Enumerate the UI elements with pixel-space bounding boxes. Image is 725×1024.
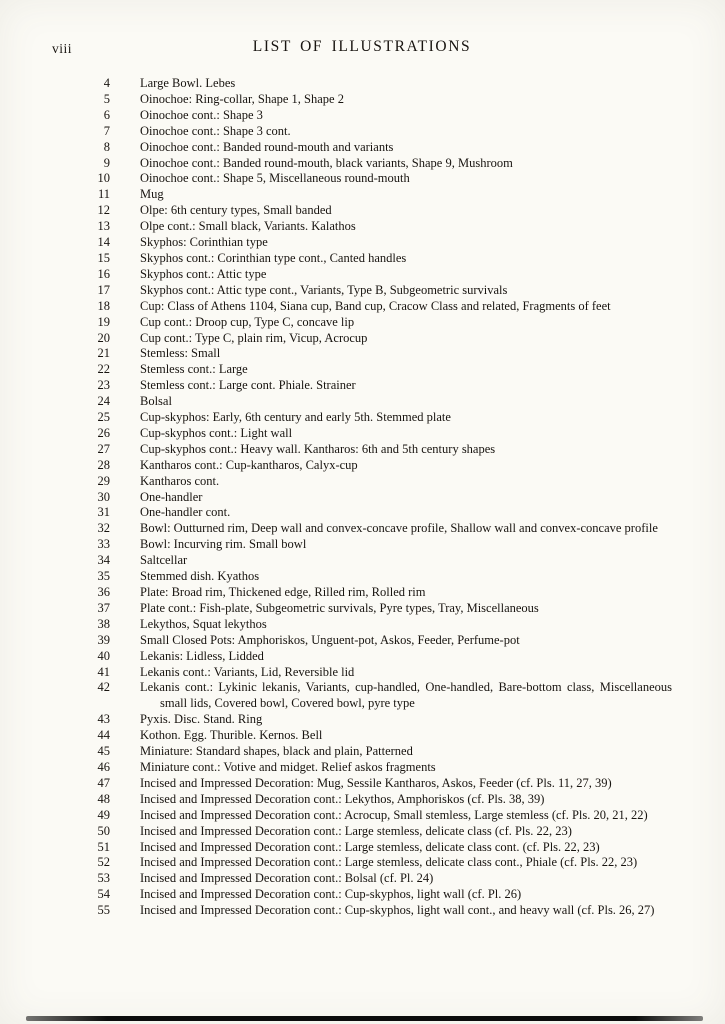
entry-text: Miniature: Standard shapes, black and plain, Patterned: [140, 744, 413, 759]
entry-number: 31: [97, 505, 110, 520]
list-entry: [52, 442, 672, 458]
entry-number: 13: [97, 219, 110, 234]
list-entry: [52, 410, 672, 426]
entry-number: 16: [97, 266, 110, 281]
list-entry: [52, 108, 672, 124]
entry-number: 44: [97, 728, 110, 743]
list-entry: [52, 776, 672, 792]
list-entry: [52, 808, 672, 824]
entry-text: Cup: Class of Athens 1104, Siana cup, Band cup, Cracow Class and related, Fragments of feet: [140, 298, 611, 313]
entry-number: 15: [97, 250, 110, 265]
list-entry: [52, 219, 672, 235]
entry-number: 34: [97, 553, 110, 568]
list-entry: [52, 601, 672, 617]
list-entry: [52, 744, 672, 760]
entry-text: Mug: [140, 187, 164, 202]
entry-number: 55: [97, 903, 110, 918]
entry-number: 53: [97, 871, 110, 886]
list-entry: [52, 76, 672, 92]
entry-text: Cup-skyphos cont.: Heavy wall. Kantharos: 6th and 5th century shapes: [140, 441, 496, 456]
entry-text: Olpe cont.: Small black, Variants. Kalathos: [140, 219, 356, 234]
list-entry: [52, 92, 672, 108]
entry-text: Oinochoe cont.: Shape 3: [140, 107, 263, 122]
entry-text: Cup cont.: Type C, plain rim, Vicup, Acrocup: [140, 330, 368, 345]
entry-number: 26: [97, 425, 110, 440]
entry-number: 30: [97, 489, 110, 504]
entry-number: 54: [97, 887, 110, 902]
list-entry: [52, 887, 672, 903]
list-entry: [52, 537, 672, 553]
list-entry: [52, 569, 672, 585]
entry-number: 27: [97, 441, 110, 456]
entry-number: 46: [97, 759, 110, 774]
list-entry: [52, 331, 672, 347]
entry-text: Skyphos: Corinthian type: [140, 235, 268, 250]
list-entry: [52, 299, 672, 315]
list-entry: [52, 855, 672, 871]
entry-text: Incised and Impressed Decoration cont.: Cup-skyphos, light wall (cf. Pl. 26): [140, 887, 522, 902]
entry-number: 17: [97, 282, 110, 297]
entry-number: 23: [97, 378, 110, 393]
entry-text: One-handler: [140, 489, 203, 504]
entry-text: Pyxis. Disc. Stand. Ring: [140, 712, 263, 727]
entry-text: Miniature cont.: Votive and midget. Relief askos fragments: [140, 759, 436, 774]
entry-number: 48: [97, 791, 110, 806]
list-entry: [52, 187, 672, 203]
entry-text: Skyphos cont.: Attic type cont., Variants, Type B, Subgeometric survivals: [140, 282, 508, 297]
list-entry: [52, 712, 672, 728]
list-entry: [52, 203, 672, 219]
entry-number: 25: [97, 410, 110, 425]
entry-number: 35: [97, 569, 110, 584]
entry-number: 33: [97, 537, 110, 552]
illustrations-list: [52, 76, 672, 919]
entry-number: 22: [97, 362, 110, 377]
list-entry: [52, 824, 672, 840]
entry-text: Oinochoe cont.: Banded round-mouth and variants: [140, 139, 394, 154]
entry-text: Bowl: Outturned rim, Deep wall and convex-concave profile, Shallow wall and convex-concave profile: [140, 521, 658, 536]
entry-text: Lekanis cont.: Lykinic lekanis, Variants, cup-handled, One-handled, Bare-bottom class, Miscellaneous small lids, Covered bowl, Covered bowl, pyre type: [140, 680, 672, 711]
entry-text: Cup cont.: Droop cup, Type C, concave lip: [140, 314, 355, 329]
list-entry: [52, 156, 672, 172]
entry-number: 9: [103, 155, 110, 170]
entry-number: 42: [97, 680, 110, 695]
entry-text: Incised and Impressed Decoration cont.: Bolsal (cf. Pl. 24): [140, 871, 434, 886]
list-entry: [52, 490, 672, 506]
entry-text: Cup-skyphos: Early, 6th century and early 5th. Stemmed plate: [140, 410, 451, 425]
list-entry: [52, 633, 672, 649]
entry-number: 39: [97, 632, 110, 647]
entry-text: Incised and Impressed Decoration: Mug, Sessile Kantharos, Askos, Feeder (cf. Pls. 11, 27, 39): [140, 775, 612, 790]
entry-text: Stemmed dish. Kyathos: [140, 569, 260, 584]
list-entry: [52, 553, 672, 569]
entry-text: Incised and Impressed Decoration cont.: Large stemless, delicate class cont. (cf. Pls. 22, 23): [140, 839, 600, 854]
entry-number: 6: [103, 107, 110, 122]
list-entry: [52, 474, 672, 490]
entry-number: 21: [97, 346, 110, 361]
list-entry: [52, 426, 672, 442]
entry-number: 7: [103, 123, 110, 138]
list-entry: [52, 283, 672, 299]
entry-text: One-handler cont.: [140, 505, 231, 520]
list-entry: [52, 315, 672, 331]
entry-text: Bolsal: [140, 394, 172, 409]
entry-number: 36: [97, 585, 110, 599]
list-entry: [52, 378, 672, 394]
entry-text: Olpe: 6th century types, Small banded: [140, 203, 332, 218]
list-entry: [52, 903, 672, 919]
entry-number: 18: [97, 298, 110, 313]
entry-text: Cup-skyphos cont.: Light wall: [140, 425, 293, 440]
entry-number: 12: [97, 203, 110, 218]
entry-number: 19: [97, 314, 110, 329]
entry-text: Incised and Impressed Decoration cont.: Lekythos, Amphoriskos (cf. Pls. 38, 39): [140, 791, 545, 806]
entry-text: Kantharos cont.: [140, 473, 220, 488]
entry-number: 45: [97, 744, 110, 759]
entry-number: 43: [97, 712, 110, 727]
entry-text: Oinochoe cont.: Banded round-mouth, black variants, Shape 9, Mushroom: [140, 155, 513, 170]
list-entry: [52, 585, 672, 601]
entry-text: Stemless: Small: [140, 346, 221, 361]
page-title: LIST OF ILLUSTRATIONS: [252, 38, 472, 55]
entry-number: 11: [97, 187, 110, 202]
entry-text: Kantharos cont.: Cup-kantharos, Calyx-cup: [140, 457, 358, 472]
entry-number: 41: [97, 664, 110, 679]
scan-edge-artifact: [26, 1016, 703, 1021]
page-header: [52, 38, 672, 60]
entry-number: 51: [97, 839, 110, 854]
entry-text: Skyphos cont.: Corinthian type cont., Canted handles: [140, 250, 407, 265]
entry-number: 32: [97, 521, 110, 536]
entry-text: Lekanis: Lidless, Lidded: [140, 648, 264, 663]
list-entry: [52, 458, 672, 474]
list-entry: [52, 840, 672, 856]
list-entry: [52, 728, 672, 744]
entry-text: Kothon. Egg. Thurible. Kernos. Bell: [140, 728, 323, 743]
list-entry: [52, 140, 672, 156]
list-entry: [52, 665, 672, 681]
entry-text: Large Bowl. Lebes: [140, 76, 236, 90]
entry-text: Small Closed Pots: Amphoriskos, Unguent-pot, Askos, Feeder, Perfume-pot: [140, 632, 520, 647]
entry-text: Incised and Impressed Decoration cont.: Cup-skyphos, light wall cont., and heavy wall (cf. Pls. 26, 27): [140, 903, 655, 918]
list-entry: [52, 171, 672, 187]
list-entry: [52, 617, 672, 633]
entry-text: Saltcellar: [140, 553, 188, 568]
entry-number: 47: [97, 775, 110, 790]
entry-number: 50: [97, 823, 110, 838]
list-entry: [52, 124, 672, 140]
list-entry: [52, 505, 672, 521]
entry-text: Plate: Broad rim, Thickened edge, Rilled rim, Rolled rim: [140, 585, 426, 599]
entry-number: 52: [97, 855, 110, 870]
list-entry: [52, 346, 672, 362]
list-entry: [52, 649, 672, 665]
list-entry: [52, 235, 672, 251]
list-entry: [52, 792, 672, 808]
entry-number: 29: [97, 473, 110, 488]
entry-number: 37: [97, 600, 110, 615]
entry-number: 8: [103, 139, 110, 154]
entry-text: Plate cont.: Fish-plate, Subgeometric survivals, Pyre types, Tray, Miscellaneous: [140, 600, 539, 615]
list-entry: [52, 267, 672, 283]
entry-number: 20: [97, 330, 110, 345]
entry-number: 38: [97, 616, 110, 631]
entry-text: Skyphos cont.: Attic type: [140, 266, 267, 281]
entry-text: Lekythos, Squat lekythos: [140, 616, 267, 631]
entry-text: Stemless cont.: Large: [140, 362, 248, 377]
entry-number: 10: [97, 171, 110, 186]
entry-text: Stemless cont.: Large cont. Phiale. Strainer: [140, 378, 356, 393]
list-entry: [52, 760, 672, 776]
list-entry: [52, 362, 672, 378]
page-number: viii: [52, 41, 73, 56]
list-entry: [52, 521, 672, 537]
entry-text: Oinochoe: Ring-collar, Shape 1, Shape 2: [140, 91, 344, 106]
entry-number: 49: [97, 807, 110, 822]
list-entry: [52, 251, 672, 267]
list-entry: [52, 394, 672, 410]
entry-text: Oinochoe cont.: Shape 3 cont.: [140, 123, 291, 138]
entry-number: 40: [97, 648, 110, 663]
entry-text: Oinochoe cont.: Shape 5, Miscellaneous round-mouth: [140, 171, 410, 186]
list-entry: [52, 871, 672, 887]
entry-text: Incised and Impressed Decoration cont.: Large stemless, delicate class (cf. Pls. 22, 23): [140, 823, 572, 838]
entry-number: 28: [97, 457, 110, 472]
entry-text: Bowl: Incurving rim. Small bowl: [140, 537, 307, 552]
entry-number: 5: [103, 91, 110, 106]
entry-text: Incised and Impressed Decoration cont.: Acrocup, Small stemless, Large stemless (cf. Pls. 20, 21, 22): [140, 807, 648, 822]
list-entry: [52, 680, 672, 712]
entry-number: 24: [97, 394, 110, 409]
entry-text: Lekanis cont.: Variants, Lid, Reversible lid: [140, 664, 355, 679]
entry-number: 14: [97, 235, 110, 250]
entry-number: 4: [103, 76, 110, 90]
entry-text: Incised and Impressed Decoration cont.: Large stemless, delicate class cont., Phiale (cf. Pls. 22, 23): [140, 855, 638, 870]
